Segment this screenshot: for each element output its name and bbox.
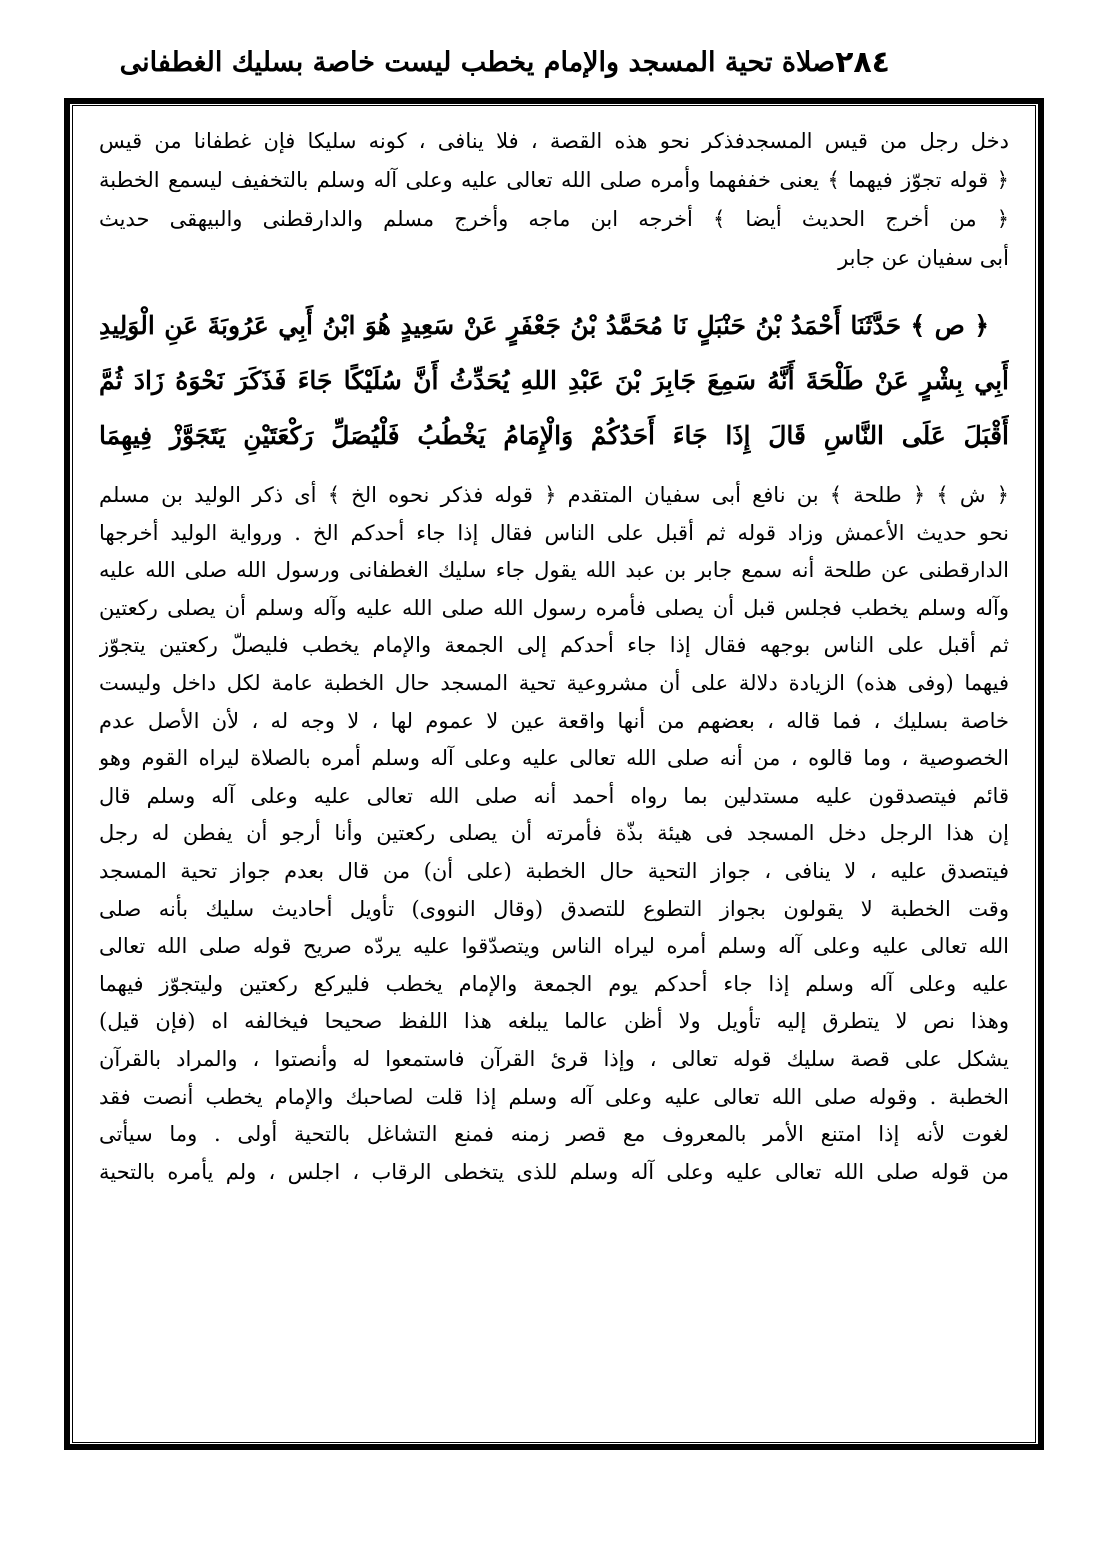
text-line: ﴿ من أخرج الحديث أيضا ﴾ أخرجه ابن ماجه وأخرج مسلم والدارقطنى والبيهقى حديث — [99, 207, 1009, 231]
text-line: وآله وسلم يخطب فجلس قبل أن يصلى فأمره رسول الله صلى الله عليه وآله وسلم أن يصلى ركعتين — [99, 595, 1009, 620]
text-line: الخطبة . وقوله صلى الله تعالى عليه وعلى آله وسلم إذا قلت لصاحبك والإمام يخطب أنصت فقد — [99, 1084, 1009, 1109]
text-line: قائم فيتصدقون عليه مستدلين بما رواه أحمد أنه صلى الله تعالى عليه وعلى آله وسلم قال — [99, 783, 1009, 808]
text-frame — [72, 105, 1036, 1443]
text-line: وهذا نص لا يتطرق إليه تأويل ولا أظن عالما يبلغه هذا اللفظ صحيحا فيخالفه اه (فإن قيل) — [99, 1009, 1009, 1034]
text-line: لغوت لأنه إذا امتنع الأمر بالمعروف مع قصر زمنه فمنع التشاغل بالتحية أولى . وما سيأتى — [99, 1122, 1009, 1147]
commentary-block-1 — [99, 122, 1009, 278]
text-line: فيتصدق عليه ، لا ينافى ، جواز التحية حال الخطبة (على أن) من قال بعدم جواز تحية المسجد — [99, 858, 1009, 883]
page-number: ٢٨٤ — [835, 44, 890, 80]
hadith-line: ﴿ ص ﴾ حَدَّثَنَا أَحْمَدُ بْنُ حَنْبَلٍ نَا مُحَمَّدُ بْنُ جَعْفَرٍ عَنْ سَعِيدٍ هُوَ ابْنُ أَبِي عَرُوبَةَ عَنِ الْوَلِيدِ — [99, 311, 989, 340]
text-line: الخصوصية ، وما قالوه ، من أنه صلى الله تعالى عليه وعلى آله وسلم أمره بالصلاة ليراه القوم وهو — [99, 746, 1009, 771]
text-line: ﴿ قوله تجوّز فيهما ﴾ يعنى خففهما وأمره صلى الله تعالى عليه وعلى آله وسلم بالتخفيف ليسمع الخطبة — [99, 168, 1009, 192]
text-line: خاصة بسليك ، فما قاله ، بعضهم من أنها واقعة عين لا عموم لها ، لا وجه له ، لأن الأصل عدم — [99, 708, 1009, 733]
page-title: صلاة تحية المسجد والإمام يخطب ليست خاصة بسليك الغطفانى — [119, 46, 836, 78]
text-line: عليه وعلى آله وسلم إذا جاء أحدكم يوم الجمعة والإمام يخطب فليركع ركعتين وليتجوّز فيهما — [99, 971, 1009, 996]
text-line: إن هذا الرجل دخل المسجد فى هيئة بذّة فأمرته أن يصلى ركعتين وأنا أرجو أن يفطن له رجل — [99, 821, 1009, 846]
text-line: يشكل على قصة سليك قوله تعالى ، وإذا قرئ القرآن فاستمعوا له وأنصتوا ، والمراد بالقرآن — [99, 1046, 1009, 1071]
hadith-block — [99, 298, 1009, 463]
text-line: الدارقطنى عن طلحة أنه سمع جابر بن عبد الله يقول جاء سليك الغطفانى ورسول الله صلى الله عليه — [99, 558, 1009, 583]
text-line: وقت الخطبة لا يقولون بجواز التطوع للتصدق (وقال النووى) تأويل أحاديث سليك بأنه صلى — [99, 896, 1009, 921]
running-header — [119, 32, 890, 92]
text-line: أبى سفيان عن جابر — [838, 246, 1009, 270]
hadith-line: أَبِي بِشْرٍ عَنْ طَلْحَةَ أَنَّهُ سَمِعَ جَابِرَ بْنَ عَبْدِ اللهِ يُحَدِّثُ أَنَّ سُلَيْكًا جَاءَ فَذَكَرَ نَحْوَهُ زَادَ ثُمَّ — [99, 366, 1009, 395]
text-line: من قوله صلى الله تعالى عليه وعلى آله وسلم للذى يتخطى الرقاب ، اجلس ، ولم يأمره بالتحية — [99, 1159, 1009, 1184]
text-line: دخل رجل من قيس المسجدفذكر نحو هذه القصة ، فلا ينافى ، كونه سليكا فإن غطفانا من قيس — [99, 129, 1009, 153]
text-line: فيهما (وفى هذه) الزيادة دلالة على أن مشروعية تحية المسجد حال الخطبة عامة لكل داخل وليست — [99, 670, 1009, 695]
text-line: الله تعالى عليه وعلى آله وسلم أمره ليراه الناس ويتصدّقوا عليه يردّه صريح قوله صلى الله تعالى — [99, 934, 1009, 959]
commentary-block-2 — [99, 477, 1009, 1191]
text-line: نحو حديث الأعمش وزاد قوله ثم أقبل على الناس فقال إذا جاء أحدكم الخ . ورواية الوليد أخرجها — [99, 520, 1009, 545]
hadith-line: أَقْبَلَ عَلَى النَّاسِ قَالَ إِذَا جَاءَ أَحَدُكُمْ وَالْإِمَامُ يَخْطُبُ فَلْيُصَلِّ رَكْعَتَيْنِ يَتَجَوَّزْ فِيهِمَا — [99, 421, 1009, 450]
text-line: ثم أقبل على الناس بوجهه فقال إذا جاء أحدكم إلى الجمعة والإمام يخطب فليصلّ ركعتين يتجوّز — [99, 633, 1009, 658]
text-line: ﴿ ش ﴾ ﴿ طلحة ﴾ بن نافع أبى سفيان المتقدم ﴿ قوله فذكر نحوه الخ ﴾ أى ذكر الوليد بن مسلم — [99, 483, 1009, 507]
